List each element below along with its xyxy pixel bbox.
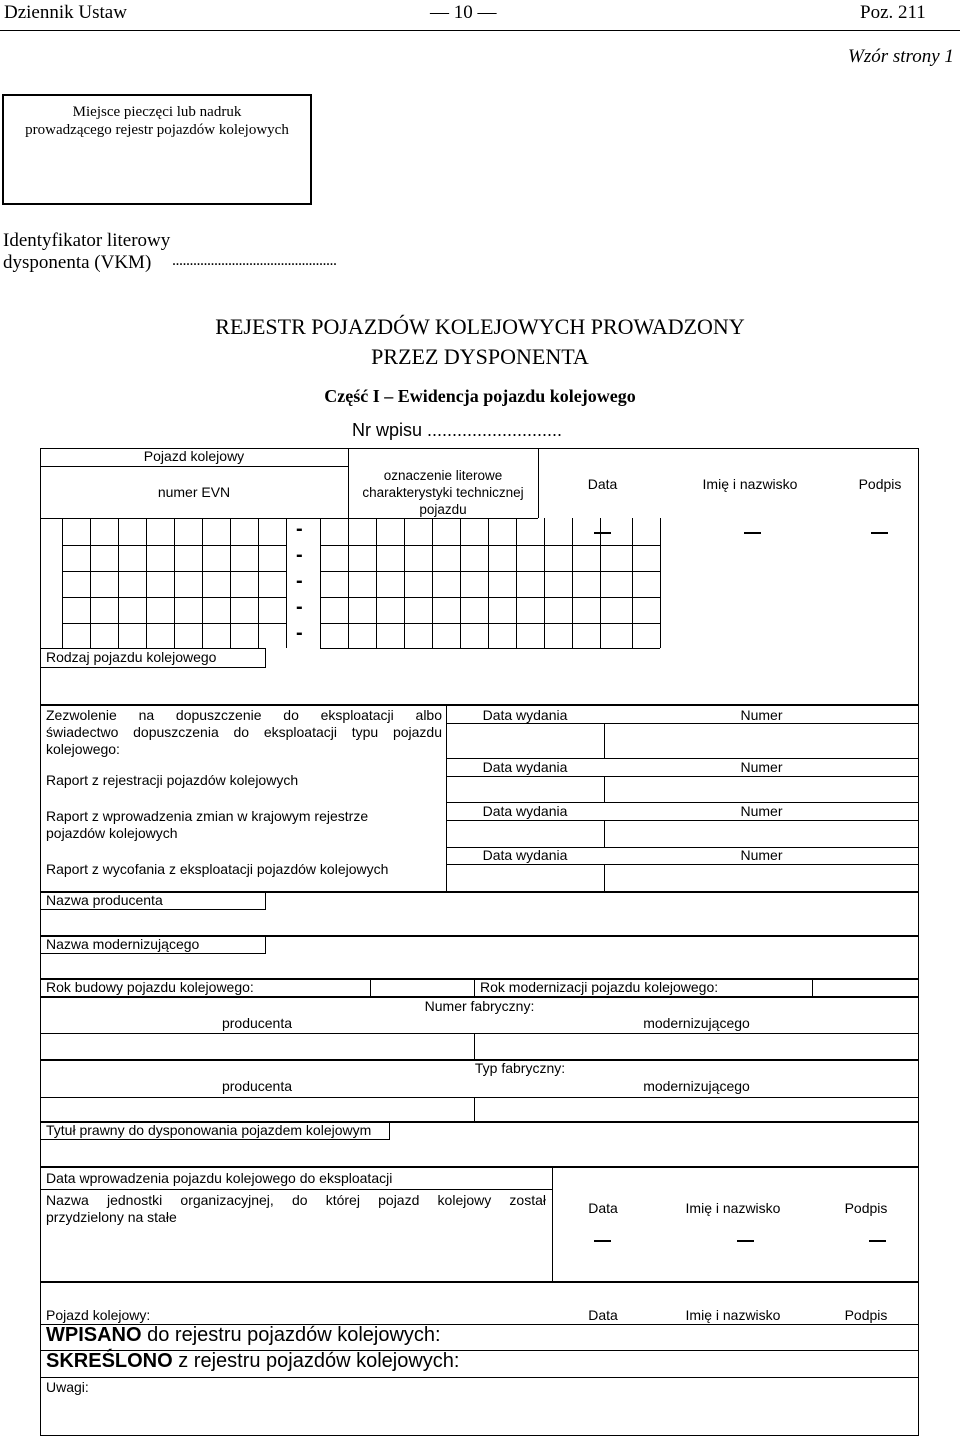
- permit-date-field[interactable]: [447, 724, 604, 758]
- permit-label-line2: świadectwo dopuszczenia do eksploatacji typu pojazdu: [46, 724, 442, 740]
- footer-name-header: Imię i nazwisko: [685, 1307, 781, 1323]
- page-number: — 10 —: [430, 2, 497, 23]
- modernization-year-label: Rok modernizacji pojazdu kolejowego:: [480, 979, 719, 995]
- registration-date-header: Data wydania: [482, 759, 568, 775]
- withdrawal-date-field[interactable]: [447, 865, 604, 892]
- journal-name: Dziennik Ustaw: [4, 2, 127, 23]
- legal-title-field[interactable]: [41, 1141, 918, 1167]
- evn-digit-field[interactable]: [62, 518, 286, 648]
- modernizer-name-field[interactable]: [40, 955, 919, 979]
- serial-number-label: Numer fabryczny:: [424, 998, 535, 1014]
- service-signature-dash: [869, 1240, 886, 1242]
- serial-modernizer-field[interactable]: [475, 1034, 918, 1060]
- entry-number[interactable]: Nr wpisu ...........................: [352, 420, 563, 440]
- registration-report-label: Raport z rejestracji pojazdów kolejowych: [46, 772, 299, 788]
- vehicle-name-header: Imię i nazwisko: [702, 476, 798, 492]
- changes-report-label-line1: Raport z wprowadzenia zmian w krajowym rejestrze: [46, 808, 369, 824]
- deleted-keyword: SKREŚLONO: [46, 1350, 173, 1372]
- build-year-field[interactable]: [371, 980, 474, 996]
- vehicle-signature-header: Podpis: [858, 476, 902, 492]
- tech-code-label-line1: oznaczenie literowe: [383, 468, 503, 483]
- withdrawal-number-header: Numer: [740, 847, 783, 863]
- unit-name-label-line2: przydzielony na stałe: [46, 1209, 177, 1225]
- register-title-line1: REJESTR POJAZDÓW KOLEJOWYCH PROWADZONY: [215, 314, 745, 339]
- remarks-label: Uwagi:: [46, 1379, 89, 1395]
- footer-signature-header: Podpis: [844, 1307, 888, 1323]
- serial-producer-field[interactable]: [41, 1034, 474, 1060]
- tech-code-label-line2: charakterystyki technicznej: [362, 485, 524, 500]
- dash: -: [296, 596, 303, 618]
- permit-label-line3: kolejowego:: [46, 741, 120, 757]
- template-note: Wzór strony 1: [848, 46, 954, 67]
- position-number: Poz. 211: [860, 2, 926, 23]
- service-name-dash: [737, 1240, 754, 1242]
- tech-code-label-line3: pojazdu: [419, 502, 467, 517]
- withdrawal-number-field[interactable]: [605, 865, 918, 892]
- vkm-dots[interactable]: ...............................................: [172, 252, 337, 269]
- registered-keyword: WPISANO: [46, 1324, 142, 1346]
- stamp-label-line2: prowadzącego rejestr pojazdów kolejowych: [25, 122, 289, 138]
- withdrawal-report-label: Raport z wycofania z eksploatacji pojazdów kolejowych: [46, 861, 389, 877]
- dash: -: [296, 544, 303, 566]
- permit-date-header: Data wydania: [482, 707, 568, 723]
- deleted-entry: [46, 1350, 459, 1373]
- build-year-label: Rok budowy pojazdu kolejowego:: [46, 979, 254, 995]
- tech-code-field[interactable]: [320, 518, 660, 648]
- registered-text: do rejestru pojazdów kolejowych:: [141, 1324, 441, 1346]
- factory-type-modernizer-field[interactable]: [475, 1098, 918, 1122]
- factory-type-producer-label: producenta: [221, 1078, 293, 1094]
- registered-entry: [46, 1324, 441, 1347]
- register-title-line2: PRZEZ DYSPONENTA: [371, 344, 589, 369]
- dash: -: [296, 622, 303, 644]
- evn-label: numer EVN: [157, 484, 231, 500]
- registration-number-field[interactable]: [605, 777, 918, 802]
- footer-vehicle-label: Pojazd kolejowy:: [46, 1307, 151, 1323]
- changes-number-header: Numer: [740, 803, 783, 819]
- producer-name-label: Nazwa producenta: [46, 892, 163, 908]
- service-signature-header: Podpis: [844, 1200, 888, 1216]
- factory-type-producer-field[interactable]: [41, 1098, 474, 1122]
- stamp-label-line1: Miejsce pieczęci lub nadruk: [72, 104, 242, 120]
- header-rule: [0, 30, 960, 31]
- changes-report-label-line2: pojazdów kolejowych: [46, 825, 178, 841]
- factory-type-modernizer-label: modernizującego: [643, 1078, 750, 1094]
- withdrawal-date-header: Data wydania: [482, 847, 568, 863]
- producer-name-field[interactable]: [40, 911, 919, 936]
- permit-number-header: Numer: [740, 707, 783, 723]
- permit-label-line1: Zezwolenie na dopuszczenie do eksploatacji albo: [46, 707, 442, 723]
- permit-number-field[interactable]: [605, 724, 918, 758]
- vehicle-type-label: Rodzaj pojazdu kolejowego: [46, 649, 217, 665]
- changes-date-header: Data wydania: [482, 803, 568, 819]
- service-date-label: Data wprowadzenia pojazdu kolejowego do eksploatacji: [46, 1170, 393, 1186]
- vkm-label-line1: Identyfikator literowy: [3, 230, 171, 251]
- factory-type-label: Typ fabryczny:: [474, 1060, 566, 1076]
- vehicle-label: Pojazd kolejowy: [143, 448, 245, 464]
- service-date-header: Data: [588, 1200, 618, 1216]
- date-dash: [594, 532, 611, 534]
- legal-title-label: Tytuł prawny do dysponowania pojazdem kolejowym: [46, 1122, 372, 1138]
- registration-date-field[interactable]: [447, 777, 604, 802]
- serial-producer-label: producenta: [221, 1015, 293, 1031]
- vehicle-date-header: Data: [587, 476, 618, 492]
- changes-number-field[interactable]: [605, 821, 918, 847]
- dash: -: [296, 570, 303, 592]
- vkm-label-line2: dysponenta (VKM): [3, 252, 152, 273]
- deleted-text: z rejestru pojazdów kolejowych:: [172, 1350, 460, 1372]
- part-title: Część I – Ewidencja pojazdu kolejowego: [324, 386, 636, 406]
- changes-date-field[interactable]: [447, 821, 604, 847]
- dash: -: [296, 518, 303, 540]
- service-name-header: Imię i nazwisko: [685, 1200, 781, 1216]
- modernization-year-field[interactable]: [813, 980, 918, 996]
- registration-number-header: Numer: [740, 759, 783, 775]
- service-date-dash: [594, 1240, 611, 1242]
- signature-dash: [871, 532, 888, 534]
- remarks-field[interactable]: [41, 1396, 918, 1435]
- name-dash: [744, 532, 761, 534]
- serial-modernizer-label: modernizującego: [643, 1015, 750, 1031]
- footer-date-header: Data: [588, 1307, 618, 1323]
- modernizer-name-label: Nazwa modernizującego: [46, 936, 200, 952]
- unit-name-label-line1: Nazwa jednostki organizacyjnej, do której pojazd kolejowy został: [46, 1192, 546, 1208]
- unit-name-field[interactable]: [41, 1230, 551, 1281]
